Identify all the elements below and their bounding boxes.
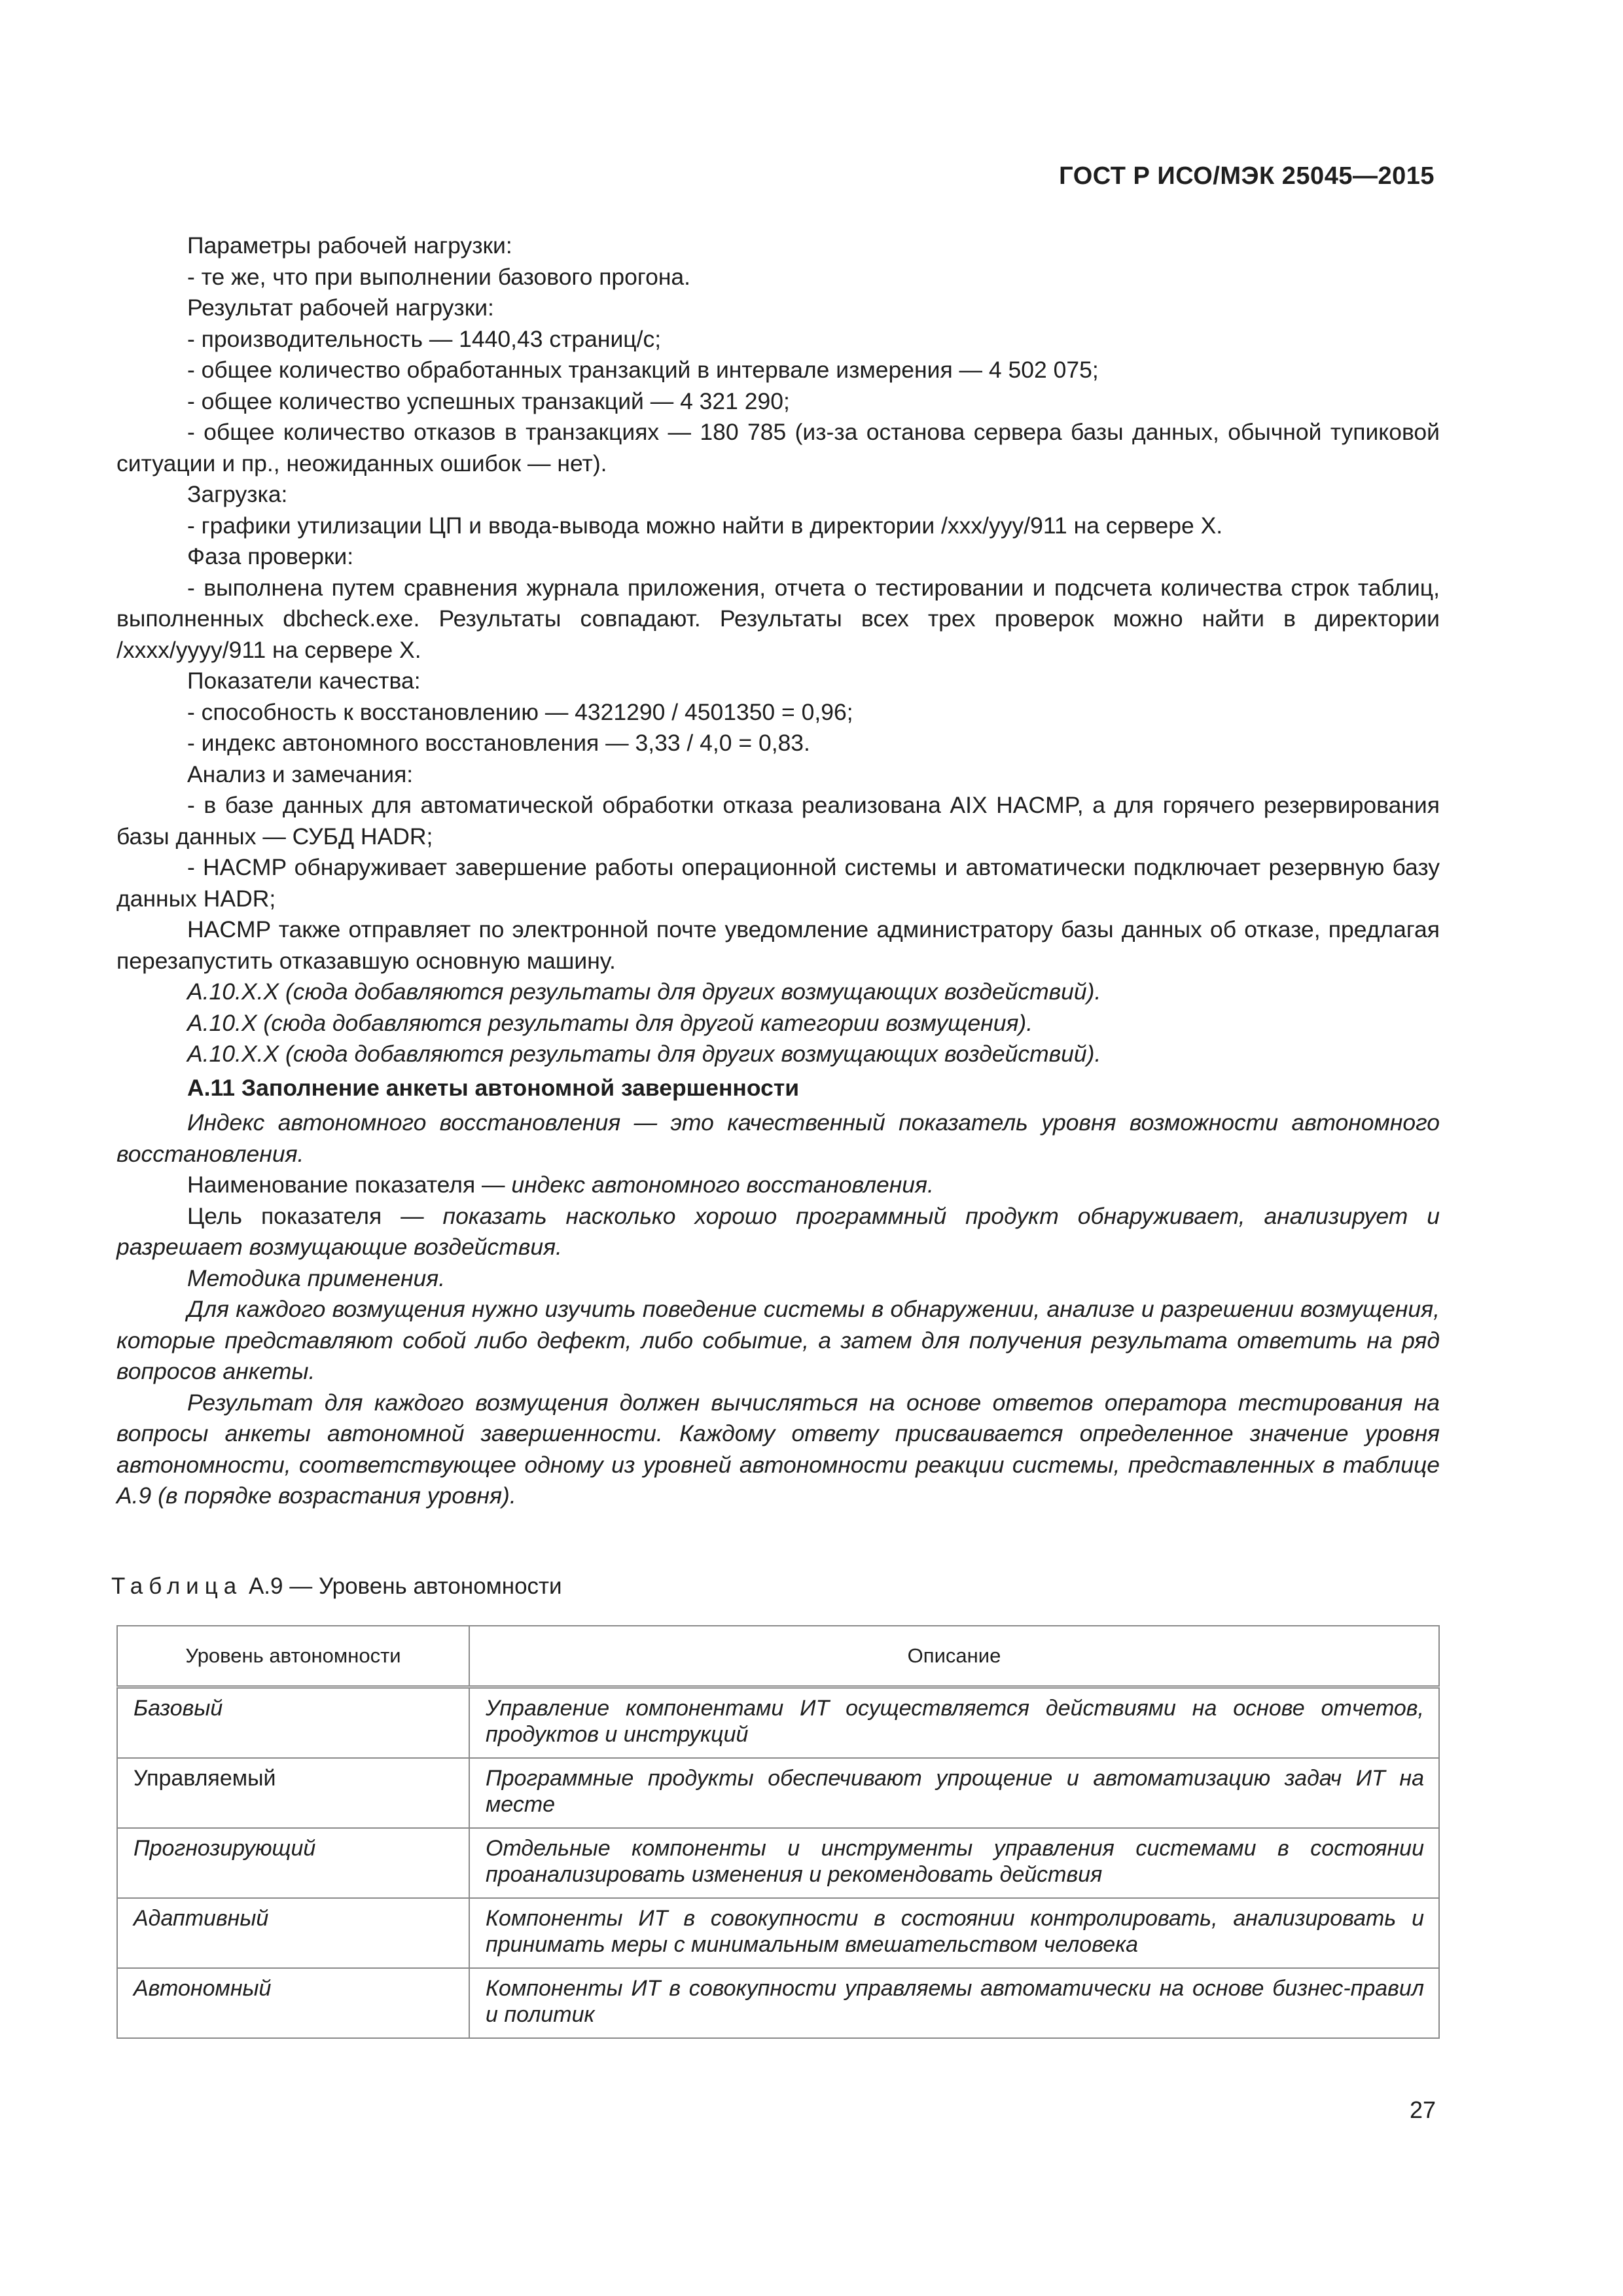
page-number: 27: [1409, 2096, 1436, 2123]
table-caption-title: А.9 — Уровень автономности: [242, 1573, 562, 1599]
paragraph: А.10.Х.Х (сюда добавляются результаты для других возмущающих воздействий).: [187, 1041, 1101, 1067]
indicator-name-value: индекс автономного восстановления.: [511, 1172, 934, 1198]
column-header-description: Описание: [469, 1626, 1439, 1687]
table-row: [117, 1687, 1439, 1759]
description-cell: Компоненты ИТ в совокупности управляемы автоматически на основе бизнес-правил и политик: [469, 1968, 1439, 2038]
description-cell: Программные продукты обеспечивают упрощение и автоматизацию задач ИТ на месте: [469, 1758, 1439, 1828]
standard-header: ГОСТ Р ИСО/МЭК 25045—2015: [1059, 162, 1435, 190]
description-cell: Отдельные компоненты и инструменты управления системами в состоянии проанализировать изменения и рекомендовать действия: [469, 1828, 1439, 1898]
paragraph: Результат рабочей нагрузки:: [187, 295, 494, 321]
paragraph: Для каждого возмущения нужно изучить поведение системы в обнаружении, анализе и разрешении возмущения, которые представляют собой либо дефект, либо событие, а затем для получения результата ответить на ряд вопросов анкеты.: [116, 1296, 1440, 1384]
table-row: [117, 1758, 1439, 1828]
paragraph: Результат для каждого возмущения должен вычисляться на основе ответов оператора тестирования на вопросы анкеты автономной завершенности. Каждому ответу присваивается определенное значение уровня автономности, соответствующее одному из уровней автономности реакции системы, представленных в таблице А.9 (в порядке возрастания уровня).: [116, 1389, 1440, 1509]
table-row: [117, 1898, 1439, 1968]
paragraph: HACMP также отправляет по электронной почте уведомление администратору базы данных об отказе, предлагая перезапустить отказавшую основную машину.: [116, 916, 1440, 974]
level-cell: Базовый: [117, 1687, 469, 1759]
table-row: [117, 1968, 1439, 2038]
body-text: [116, 230, 1440, 1512]
list-item: - способность к восстановлению — 4321290 / 4501350 = 0,96;: [187, 698, 853, 725]
paragraph: Параметры рабочей нагрузки:: [187, 232, 512, 259]
list-item: - выполнена путем сравнения журнала приложения, отчета о тестировании и подсчета количества строк таблиц, выполненных dbcheck.exe. Результаты совпадают. Результаты всех трех проверок можно найти в директории /xxxx/yyyy/911 на сервере X.: [116, 574, 1440, 663]
column-header-level: Уровень автономности: [117, 1626, 469, 1687]
list-item: - в базе данных для автоматической обработки отказа реализована AIX HACMP, а для горячего резервирования базы данных — СУБД HADR;: [116, 792, 1440, 850]
description-cell: Компоненты ИТ в совокупности в состоянии контролировать, анализировать и принимать меры с минимальным вмешательством человека: [469, 1898, 1439, 1968]
list-item: - производительность — 1440,43 страниц/с;: [187, 325, 662, 352]
paragraph: [116, 1170, 1440, 1201]
list-item: - общее количество обработанных транзакций в интервале измерения — 4 502 075;: [187, 357, 1099, 383]
list-item: - общее количество успешных транзакций — 4 321 290;: [187, 387, 790, 414]
paragraph: А.10.Х.Х (сюда добавляются результаты для других возмущающих воздействий).: [187, 978, 1101, 1005]
autonomy-level-table: [116, 1625, 1440, 2039]
paragraph: [116, 1201, 1440, 1263]
paragraph: Загрузка:: [187, 481, 288, 507]
paragraph: Индекс автономного восстановления — это качественный показатель уровня возможности автономного восстановления.: [116, 1109, 1440, 1167]
table-header-row: [117, 1626, 1439, 1687]
level-cell: Прогнозирующий: [117, 1828, 469, 1898]
description-cell: Управление компонентами ИТ осуществляется действиями на основе отчетов, продуктов и инструкций: [469, 1687, 1439, 1759]
paragraph: Показатели качества:: [187, 668, 421, 694]
list-item: - HACMP обнаруживает завершение работы операционной системы и автоматически подключает резервную базу данных HADR;: [116, 854, 1440, 912]
indicator-name-label: Наименование показателя —: [187, 1172, 512, 1198]
paragraph: Фаза проверки:: [187, 543, 354, 569]
indicator-goal-label: Цель показателя —: [187, 1202, 443, 1229]
list-item: - графики утилизации ЦП и ввода-вывода можно найти в директории /xxx/yyy/911 на сервере X.: [187, 512, 1223, 539]
table-row: [117, 1828, 1439, 1898]
level-cell: Автономный: [117, 1968, 469, 2038]
table-caption-word: Таблица: [111, 1573, 243, 1599]
indicator-goal-value: показать насколько хорошо программный продукт обнаруживает, анализирует и разрешает возмущающие воздействия.: [116, 1202, 1440, 1260]
table-caption: [111, 1573, 562, 1600]
paragraph: А.10.Х (сюда добавляются результаты для другой категории возмущения).: [187, 1009, 1033, 1036]
list-item: - общее количество отказов в транзакциях — 180 785 (из-за останова сервера базы данных, обычной тупиковой ситуации и пр., неожиданных ошибок — нет).: [116, 419, 1440, 476]
list-item: - индекс автономного восстановления — 3,33 / 4,0 = 0,83.: [187, 730, 810, 756]
section-heading: А.11 Заполнение анкеты автономной завершенности: [187, 1074, 800, 1101]
paragraph: - те же, что при выполнении базового прогона.: [187, 263, 691, 290]
paragraph: Методика применения.: [187, 1265, 446, 1291]
level-cell: Управляемый: [117, 1758, 469, 1828]
paragraph: Анализ и замечания:: [187, 761, 414, 787]
level-cell: Адаптивный: [117, 1898, 469, 1968]
